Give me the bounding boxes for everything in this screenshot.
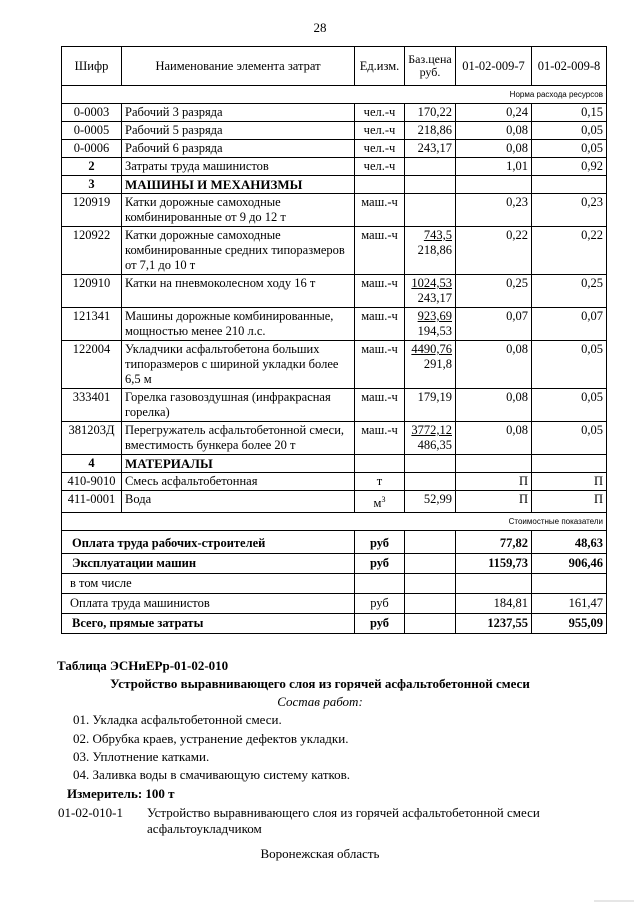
price-total: 3772,12 xyxy=(411,423,452,437)
row-value-a: 0,25 xyxy=(456,275,532,308)
resource-table xyxy=(61,46,607,634)
material-row xyxy=(62,473,607,491)
price-total: 179,19 xyxy=(417,390,452,404)
cost-name: Оплата труда машинистов xyxy=(62,594,355,614)
cost-value-a xyxy=(456,574,532,594)
region-footer: Воронежская область xyxy=(260,846,380,861)
row-name: Катки на пневмоколесном ходу 16 т xyxy=(122,275,355,308)
row-value-a: 0,24 xyxy=(456,104,532,122)
norm-caption: Норма расхода ресурсов xyxy=(62,86,607,104)
price-labor: 291,8 xyxy=(423,357,452,371)
cost-name: в том числе xyxy=(62,574,355,594)
labor-row xyxy=(62,122,607,140)
row-code: 122004 xyxy=(62,341,122,389)
row-value-b: 0,23 xyxy=(532,194,607,227)
machinist-b: 0,92 xyxy=(532,158,607,176)
cost-unit xyxy=(355,574,405,594)
cost-value-a: 184,81 xyxy=(456,594,532,614)
row-value-a: П xyxy=(456,491,532,513)
labor-row xyxy=(62,104,607,122)
row-unit: маш.-ч xyxy=(355,227,405,275)
row-name: Вода xyxy=(122,491,355,513)
machine-row xyxy=(62,422,607,455)
row-name: Рабочий 5 разряда xyxy=(122,122,355,140)
row-price xyxy=(405,473,456,491)
cost-unit: руб xyxy=(355,614,405,634)
row-code: 410-9010 xyxy=(62,473,122,491)
row-value-a: 0,23 xyxy=(456,194,532,227)
row-name: Машины дорожные комбинированные, мощностью менее 210 л.с. xyxy=(122,308,355,341)
row-price: 218,86 xyxy=(405,122,456,140)
row-value-b: 0,05 xyxy=(532,341,607,389)
machine-row xyxy=(62,341,607,389)
cost-caption-row xyxy=(62,513,607,531)
cost-price xyxy=(405,594,456,614)
row-value-b: 0,15 xyxy=(532,104,607,122)
cost-row xyxy=(62,614,607,634)
scan-mark xyxy=(594,900,634,902)
price-total: 4490,76 xyxy=(411,342,452,356)
cost-rows xyxy=(62,531,607,634)
cost-unit: руб xyxy=(355,554,405,574)
cost-value-a: 77,82 xyxy=(456,531,532,554)
materials-section-row xyxy=(62,455,607,473)
row-value-a: 0,08 xyxy=(456,122,532,140)
row-code: 0-0005 xyxy=(62,122,122,140)
machinist-price xyxy=(405,158,456,176)
row-price xyxy=(405,194,456,227)
material-rows xyxy=(62,473,607,513)
machine-rows xyxy=(62,194,607,455)
row-value-b: 0,05 xyxy=(532,140,607,158)
row-name: Укладчики асфальтобетона больших типоразмеров с шириной укладки более 6,5 м xyxy=(122,341,355,389)
row-value-a: 0,08 xyxy=(456,140,532,158)
row-value-b: П xyxy=(532,473,607,491)
row-price xyxy=(405,389,456,422)
row-unit: маш.-ч xyxy=(355,389,405,422)
price-labor: 486,35 xyxy=(417,438,452,452)
cost-row xyxy=(62,574,607,594)
norm-caption-row xyxy=(62,86,607,104)
price-total: 1024,53 xyxy=(411,276,452,290)
row-value-a: 0,08 xyxy=(456,341,532,389)
table-header-row xyxy=(62,47,607,86)
cost-value-b: 48,63 xyxy=(532,531,607,554)
table-title: Таблица ЭСНиЕРр-01-02-010 xyxy=(57,658,229,673)
row-code: 120922 xyxy=(62,227,122,275)
materials-section-code: 4 xyxy=(62,455,122,473)
section-heading: Устройство выравнивающего слоя из горячей асфальтобетонной смеси xyxy=(110,676,530,691)
row-price xyxy=(405,227,456,275)
row-name: Катки дорожные самоходные комбинированные средних типоразмеров от 7,1 до 10 т xyxy=(122,227,355,275)
machine-row xyxy=(62,227,607,275)
row-name: Смесь асфальтобетонная xyxy=(122,473,355,491)
cost-value-b: 906,46 xyxy=(532,554,607,574)
machines-section-title: МАШИНЫ И МЕХАНИЗМЫ xyxy=(122,176,355,194)
row-price: 170,22 xyxy=(405,104,456,122)
cost-row xyxy=(62,594,607,614)
item-code: 01-02-010-1 xyxy=(58,805,123,820)
row-unit: маш.-ч xyxy=(355,194,405,227)
row-unit xyxy=(355,473,405,491)
row-price: 243,17 xyxy=(405,140,456,158)
composition-title: Состав работ: xyxy=(277,694,363,709)
work-item: 03. Уплотнение катками. xyxy=(73,749,210,764)
cost-name: Оплата труда рабочих-строителей xyxy=(62,531,355,554)
cost-row xyxy=(62,531,607,554)
cost-value-a: 1159,73 xyxy=(456,554,532,574)
machinist-name: Затраты труда машинистов xyxy=(122,158,355,176)
cost-value-b xyxy=(532,574,607,594)
work-item: 04. Заливка воды в смачивающую систему катков. xyxy=(73,767,351,782)
row-name: Горелка газовоздушная (инфракрасная горелка) xyxy=(122,389,355,422)
machines-section-row xyxy=(62,176,607,194)
row-price xyxy=(405,341,456,389)
machinist-unit: чел.-ч xyxy=(355,158,405,176)
row-unit: маш.-ч xyxy=(355,308,405,341)
price-total: 743,5 xyxy=(423,228,452,242)
item-description: Устройство выравнивающего слоя из горячей асфальтобетонной смеси асфальтоукладчиком xyxy=(147,805,540,836)
machinist-row xyxy=(62,158,607,176)
cost-unit: руб xyxy=(355,531,405,554)
cost-price xyxy=(405,574,456,594)
row-code: 381203Д xyxy=(62,422,122,455)
row-code: 411-0001 xyxy=(62,491,122,513)
row-code: 333401 xyxy=(62,389,122,422)
row-name: Катки дорожные самоходные комбинированные от 9 до 12 т xyxy=(122,194,355,227)
cost-row xyxy=(62,554,607,574)
price-total: 923,69 xyxy=(417,309,452,323)
row-code: 120910 xyxy=(62,275,122,308)
cost-value-b: 955,09 xyxy=(532,614,607,634)
machines-section-code: 3 xyxy=(62,176,122,194)
row-value-b: 0,07 xyxy=(532,308,607,341)
row-code: 121341 xyxy=(62,308,122,341)
row-value-b: 0,05 xyxy=(532,422,607,455)
row-name: Рабочий 3 разряда xyxy=(122,104,355,122)
work-item: 01. Укладка асфальтобетонной смеси. xyxy=(73,712,282,727)
row-unit: маш.-ч xyxy=(355,275,405,308)
unit-exponent: 3 xyxy=(381,495,386,504)
header-col-b: 01-02-009-8 xyxy=(532,47,607,86)
header-col-a: 01-02-009-7 xyxy=(456,47,532,86)
page-number: 28 xyxy=(313,20,327,35)
row-value-a: 0,07 xyxy=(456,308,532,341)
row-name: Перегружатель асфальтобетонной смеси, вместимость бункера более 20 т xyxy=(122,422,355,455)
cost-price xyxy=(405,554,456,574)
row-code: 0-0006 xyxy=(62,140,122,158)
row-code: 120919 xyxy=(62,194,122,227)
measure-unit: Измеритель: 100 т xyxy=(67,786,175,801)
machine-row xyxy=(62,389,607,422)
machine-row xyxy=(62,308,607,341)
row-value-a: 0,08 xyxy=(456,422,532,455)
cost-value-a: 1237,55 xyxy=(456,614,532,634)
header-unit: Ед.изм. xyxy=(355,47,405,86)
row-unit: чел.-ч xyxy=(355,104,405,122)
row-value-a: 0,22 xyxy=(456,227,532,275)
row-unit: чел.-ч xyxy=(355,140,405,158)
material-row xyxy=(62,491,607,513)
row-unit: маш.-ч xyxy=(355,341,405,389)
cost-value-b: 161,47 xyxy=(532,594,607,614)
labor-row xyxy=(62,140,607,158)
header-code: Шифр xyxy=(62,47,122,86)
row-price xyxy=(405,422,456,455)
row-value-b: 0,25 xyxy=(532,275,607,308)
price-labor: 218,86 xyxy=(417,243,452,257)
price-labor: 243,17 xyxy=(417,291,452,305)
row-unit: чел.-ч xyxy=(355,122,405,140)
machine-row xyxy=(62,275,607,308)
row-value-a: 0,08 xyxy=(456,389,532,422)
cost-price xyxy=(405,614,456,634)
row-price xyxy=(405,275,456,308)
unit-text: м xyxy=(373,496,382,511)
row-unit: маш.-ч xyxy=(355,422,405,455)
row-unit xyxy=(355,491,405,513)
header-price: Баз.цена руб. xyxy=(405,47,456,86)
machinist-code: 2 xyxy=(62,158,122,176)
row-price: 52,99 xyxy=(405,491,456,513)
row-value-b: 0,05 xyxy=(532,122,607,140)
row-value-b: 0,22 xyxy=(532,227,607,275)
cost-name: Эксплуатации машин xyxy=(62,554,355,574)
cost-caption: Стоимостные показатели xyxy=(62,513,607,531)
work-item: 02. Обрубка краев, устранение дефектов укладки. xyxy=(73,731,349,746)
row-name: Рабочий 6 разряда xyxy=(122,140,355,158)
unit-text: т xyxy=(376,474,383,488)
cost-unit: руб xyxy=(355,594,405,614)
row-value-a: П xyxy=(456,473,532,491)
machine-row xyxy=(62,194,607,227)
row-value-b: П xyxy=(532,491,607,513)
header-name: Наименование элемента затрат xyxy=(122,47,355,86)
price-labor: 194,53 xyxy=(417,324,452,338)
row-value-b: 0,05 xyxy=(532,389,607,422)
row-code: 0-0003 xyxy=(62,104,122,122)
cost-name: Всего, прямые затраты xyxy=(62,614,355,634)
row-price xyxy=(405,308,456,341)
labor-rows xyxy=(62,104,607,158)
materials-section-title: МАТЕРИАЛЫ xyxy=(122,455,355,473)
machinist-a: 1,01 xyxy=(456,158,532,176)
cost-price xyxy=(405,531,456,554)
